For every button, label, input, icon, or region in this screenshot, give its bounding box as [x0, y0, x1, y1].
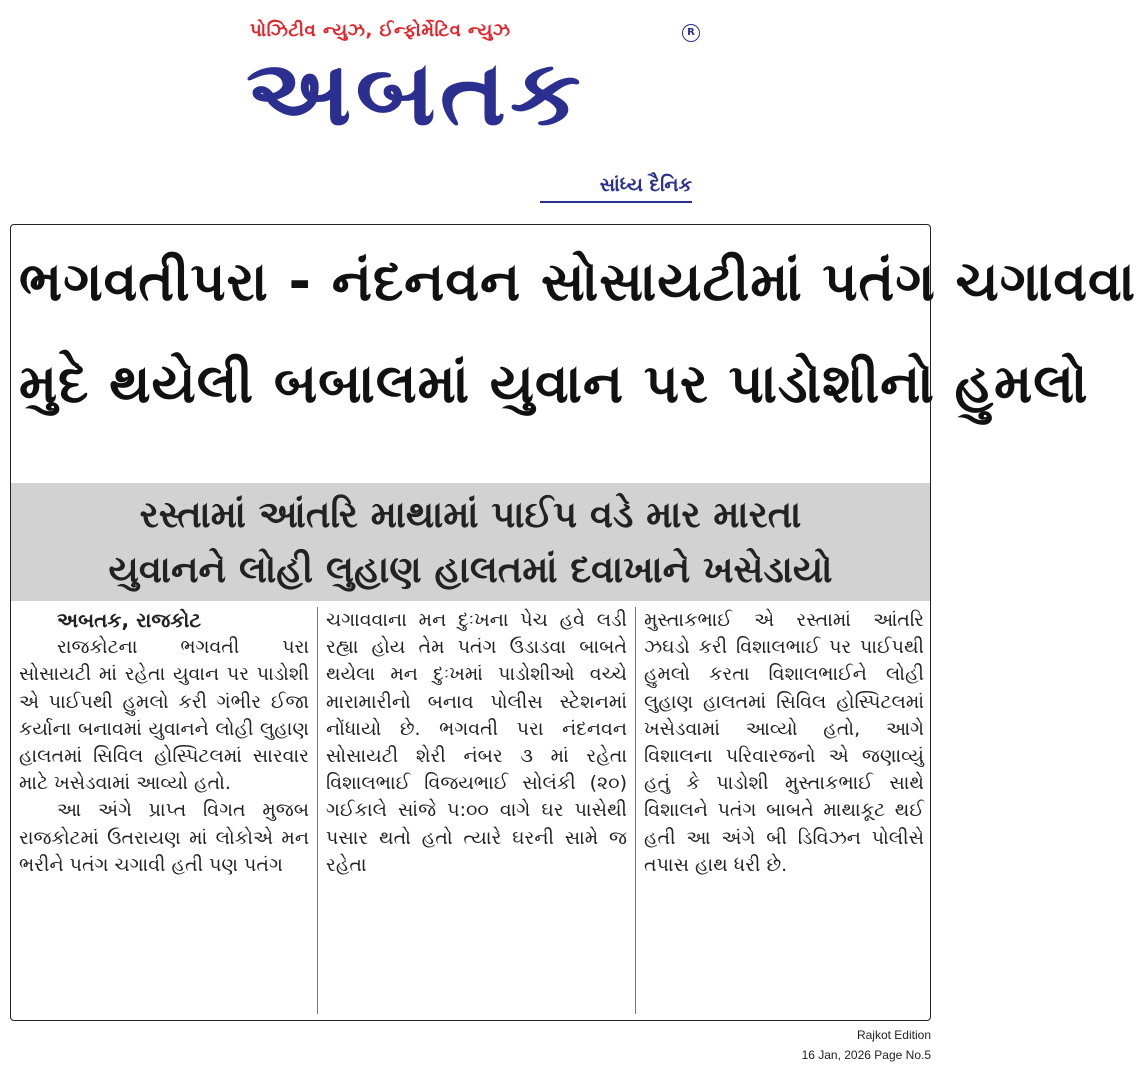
page-info: 16 Jan, 2026 Page No.5: [801, 1048, 931, 1062]
headline-line-2: મુદે થયેલી બબાલમાં યુવાન પર પાડોશીનો હુમલો: [19, 352, 1089, 415]
article-column-3: [635, 607, 932, 1014]
article-paragraph: આ અંગે પ્રાપ્ત વિગત મુજબ રાજકોટમાં ઉતરાયણ માં લોકોએ મન ભરીને પતંગ ચગાવી હતી પણ પતંગ: [19, 799, 309, 876]
headline-line-1: ભગવતીપરા - નંદનવન સોસાયટીમાં પતંગ ચગાવવા: [19, 250, 1136, 313]
article-column-1: [11, 607, 317, 1014]
article-paragraph: રાજકોટના ભગવતી પરા સોસાયટી માં રહેતા યુવાન પર પાડોશી એ પાઈપથી હુમલો કરી ગંભીર ઈજા કર્યાના બનાવમાં યુવાનને લોહી લુહાણ હાલતમાં સિવિલ હોસ્પિટલમાં સારવાર માટે ખસેડવામાં આવ્યો હતો.: [19, 636, 309, 795]
logo-underline: [540, 201, 692, 203]
subheadline: [11, 483, 930, 601]
masthead-tagline: પોઝિટીવ ન્યુઝ, ઈન્ફોર્મેટિવ ન્યુઝ: [250, 20, 511, 41]
subheadline-line-2: યુવાનને લોહી લુહાણ હાલતમાં દવાખાને ખસેડાયો: [108, 548, 833, 591]
news-article: [10, 224, 1136, 1021]
article-body: [11, 607, 930, 1014]
masthead: [240, 18, 700, 208]
article-column-2: [317, 607, 635, 1014]
subheadline-line-1: રસ્તામાં આંતરિ માથામાં પાઈપ વડે માર મારતા: [139, 493, 802, 536]
masthead-subtitle: સાંધ્ય દૈનિક: [599, 174, 692, 196]
article-paragraph: મુસ્તાકભાઈ એ રસ્તામાં આંતરિ ઝઘડો કરી વિશાલભાઈ પર પાઈપથી હુમલો કરતા વિશાલભાઈને લોહી લુહાણ હાલતમાં સિવિલ હોસ્પિટલમાં ખસેડવામાં આવ્યો હતો, આગે વિશાલના પરિવારજનો એ જણાવ્યું હતું કે પાડોશી મુસ્તાકભાઈ સાથે વિશાલને પતંગ બાબતે માથાકૂટ થઈ હતી આ અંગે બી ડિવિઝન પોલીસે તપાસ હાથ ધરી છે.: [644, 609, 924, 876]
newspaper-logo: અબતક: [246, 40, 585, 146]
article-paragraph: ચગાવવાના મન દુઃખના પેચ હવે લડી રહ્યા હોય તેમ પતંગ ઉડાડવા બાબતે થયેલા મન દુઃખમાં પાડોશીઓ વચ્ચે મારામારીનો બનાવ પોલીસ સ્ટેશનમાં નોંધાયો છે. ભગવતી પરા નંદનવન સોસાયટી શેરી નંબર ૩ માં રહેતા વિશાલભાઈ વિજયભાઈ સોલંકી (૨૦) ગઈકાલે સાંજે ૫:૦૦ વાગે ઘર પાસેથી પસાર થતો હતો ત્યારે ઘરની સામે જ રહેતા: [326, 609, 627, 876]
dateline: અબતક, રાજકોટ: [57, 608, 202, 632]
registered-mark-icon: R: [682, 24, 700, 42]
edition-label: Rajkot Edition: [856, 1028, 931, 1042]
